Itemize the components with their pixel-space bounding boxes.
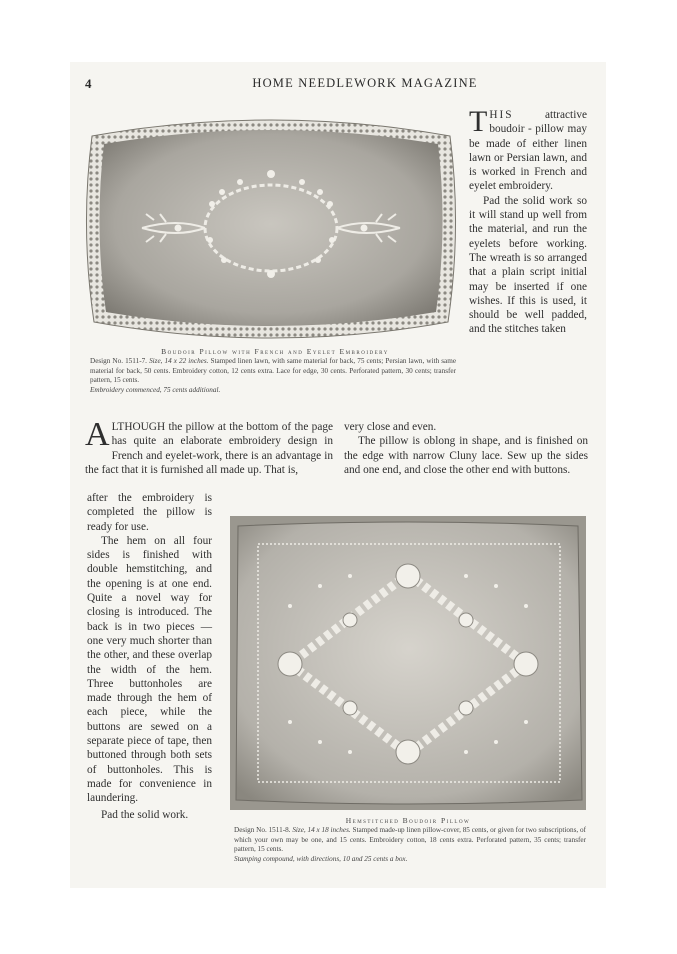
figure1-size: Size, 14 x 22 inches. (149, 357, 209, 365)
running-head: HOME NEEDLEWORK MAGAZINE (252, 76, 478, 90)
right-col-text1: attractive boudoir - pillow may be made of either linen lawn or Persian lawn, and is worked in French and eyelet embroidery. (469, 109, 587, 193)
article-left-1: after the embroidery is completed the pillow is ready for use. (87, 492, 212, 533)
article-lead (85, 416, 333, 477)
article-left-2: The hem on all four sides is finished with double hemstitching, and the opening is at one end. Quite a novel way for closing is introduced. The back is in two pieces — one very much shorter than the other, and these overlap the width of the hem. Three buttonholes are made through the hem of each piece, while the buttons are sewed on a separate piece of tape, then buttoned through both sets of buttonholes. This is made for convenience in laundering. (87, 534, 212, 805)
figure1-caption-title: Boudoir Pillow with French and Eyelet Embroidery (161, 347, 389, 356)
figure2-caption-body: Stamped made-up linen pillow-cover, 85 cents, or given for two subscriptions, of which your own may be one, and 15 cents. Embroidery cotton, 18 cents extra. Perforated pattern, 35 cents; transfer pattern, 15 cents. (234, 826, 587, 854)
figure2-caption-title: Hemstitched Boudoir Pillow (345, 816, 471, 825)
article-dropcap: A (85, 416, 110, 453)
boudoir-pillow-photo (82, 110, 460, 346)
figure1-caption (90, 357, 456, 395)
right-col-text2: Pad the solid work so it will stand up well from the material, and run the eyelets before working. The wreath is so arranged that a plain script initial may be inserted if one wishes. If this is used, it should be well padded, and the stitches taken (469, 194, 587, 336)
figure1-caption-body: Stamped linen lawn, with same material for back, 75 cents; Persian lawn, with same material for back, 50 cents. Embroidery cotton, 12 cents extra. Lace for edge, 30 cents. Perforated pattern, 30 cents; transfer pattern, 15 cents. (90, 357, 457, 385)
article-lead-text: LTHOUGH the pillow at the bottom of the page has quite an elaborate embroidery design in French and eyelet-work, there is an advantage in the fact that it is furnished all made up. That is, (85, 421, 333, 476)
hemstitched-pillow-photo (230, 516, 586, 810)
figure2-stamping: Stamping compound, with directions, 10 and 25 cents a box. (234, 854, 408, 863)
article-mid-column (344, 420, 588, 477)
figure1-commenced: Embroidery commenced, 75 cents additional. (90, 385, 221, 394)
article-mid-1: very close and even. (344, 421, 437, 433)
right-column (469, 105, 587, 337)
figure2-caption (234, 826, 586, 864)
article-left-3: Pad the solid work. (101, 808, 189, 821)
article-left-column (87, 491, 212, 822)
right-first-word: HIS (489, 109, 514, 121)
figure1-design-label: Design No. 1511-7. (90, 357, 147, 365)
page-number: 4 (85, 76, 92, 91)
right-dropcap: T (469, 105, 488, 138)
figure2-design-label: Design No. 1511-8. (234, 826, 291, 834)
figure2-size: Size, 14 x 18 inches. (292, 826, 351, 834)
article-mid-2: The pillow is oblong in shape, and is finished on the edge with narrow Cluny lace. Sew up the sides and one end, and close the other end with buttons. (344, 435, 588, 476)
